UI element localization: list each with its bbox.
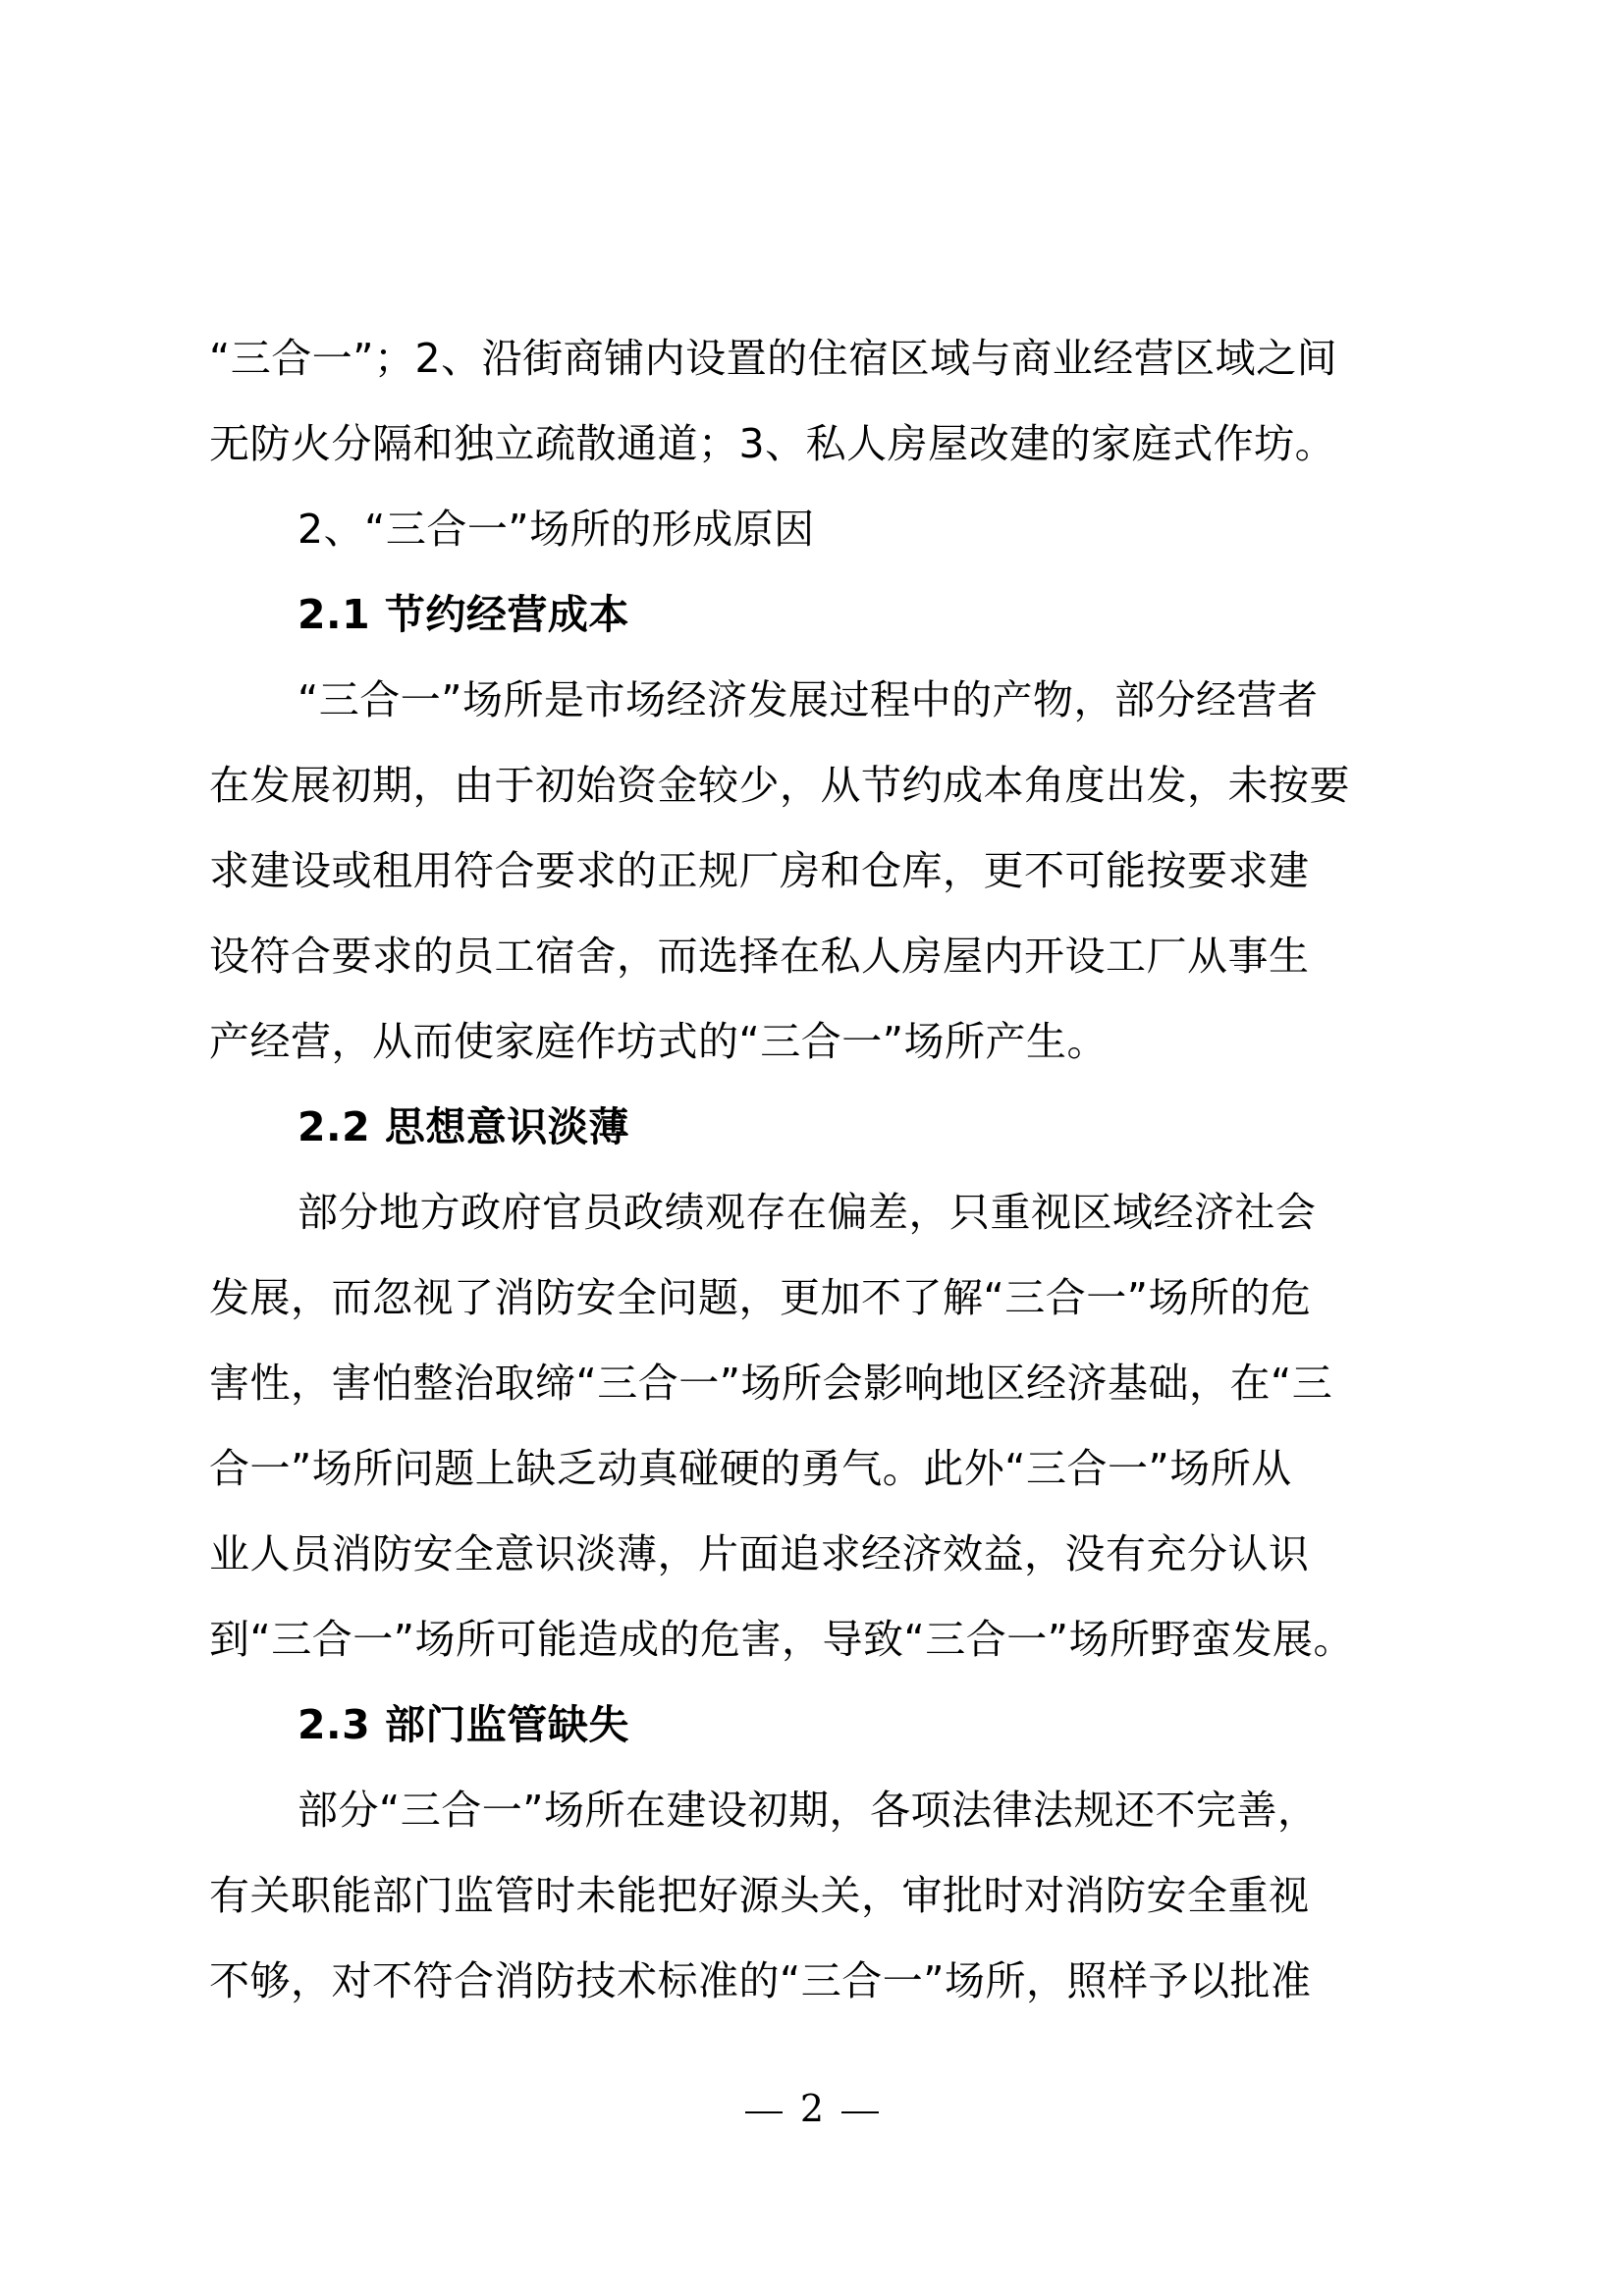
body-line: 有关职能部门监管时未能把好源头关，审批时对消防安全重视 — [209, 1872, 1310, 1919]
body-line: 害性，害怕整治取缔“三合一”场所会影响地区经济基础，在“三 — [209, 1360, 1333, 1407]
body-line: 业人员消防安全意识淡薄，片面追求经济效益，没有充分认识 — [209, 1530, 1310, 1577]
body-line: 在发展初期，由于初始资金较少，从节约成本角度出发，未按要 — [209, 762, 1350, 809]
subsection-heading-2-1: 2.1 节约经营成本 — [298, 591, 629, 638]
page-footer — [0, 2079, 1624, 2138]
paragraph-first-line: 部分“三合一”场所在建设初期，各项法律法规还不完善， — [298, 1787, 1319, 1834]
body-line: 不够，对不符合消防技术标准的“三合一”场所，照样予以批准 — [209, 1957, 1312, 2004]
body-line: 到“三合一”场所可能造成的危害，导致“三合一”场所野蛮发展。 — [209, 1616, 1354, 1663]
body-line: 产经营，从而使家庭作坊式的“三合一”场所产生。 — [209, 1018, 1108, 1065]
body-line: 求建设或租用符合要求的正规厂房和仓库，更不可能按要求建 — [209, 847, 1310, 894]
paragraph-first-line: “三合一”场所是市场经济发展过程中的产物，部分经营者 — [298, 676, 1319, 723]
page-number: 2 — [799, 2087, 825, 2130]
footer-dash-right — [841, 2111, 879, 2113]
body-line: 无防火分隔和独立疏散通道；3、私人房屋改建的家庭式作坊。 — [209, 420, 1336, 467]
footer-dash-left — [745, 2111, 783, 2113]
section-title-line: 2、“三合一”场所的形成原因 — [298, 506, 815, 553]
subsection-heading-2-3: 2.3 部门监管缺失 — [298, 1701, 629, 1748]
paragraph-first-line: 部分地方政府官员政绩观存在偏差，只重视区域经济社会 — [298, 1189, 1317, 1236]
document-page — [209, 316, 1387, 2024]
body-line: 合一”场所问题上缺乏动真碰硬的勇气。此外“三合一”场所从 — [209, 1445, 1292, 1492]
body-line: 设符合要求的员工宿舍，而选择在私人房屋内开设工厂从事生 — [209, 933, 1310, 980]
subsection-heading-2-2: 2.2 思想意识淡薄 — [298, 1103, 629, 1150]
body-line: “三合一”；2、沿街商铺内设置的住宿区域与商业经营区域之间 — [209, 335, 1338, 382]
body-line: 发展，而忽视了消防安全问题，更加不了解“三合一”场所的危 — [209, 1274, 1312, 1321]
